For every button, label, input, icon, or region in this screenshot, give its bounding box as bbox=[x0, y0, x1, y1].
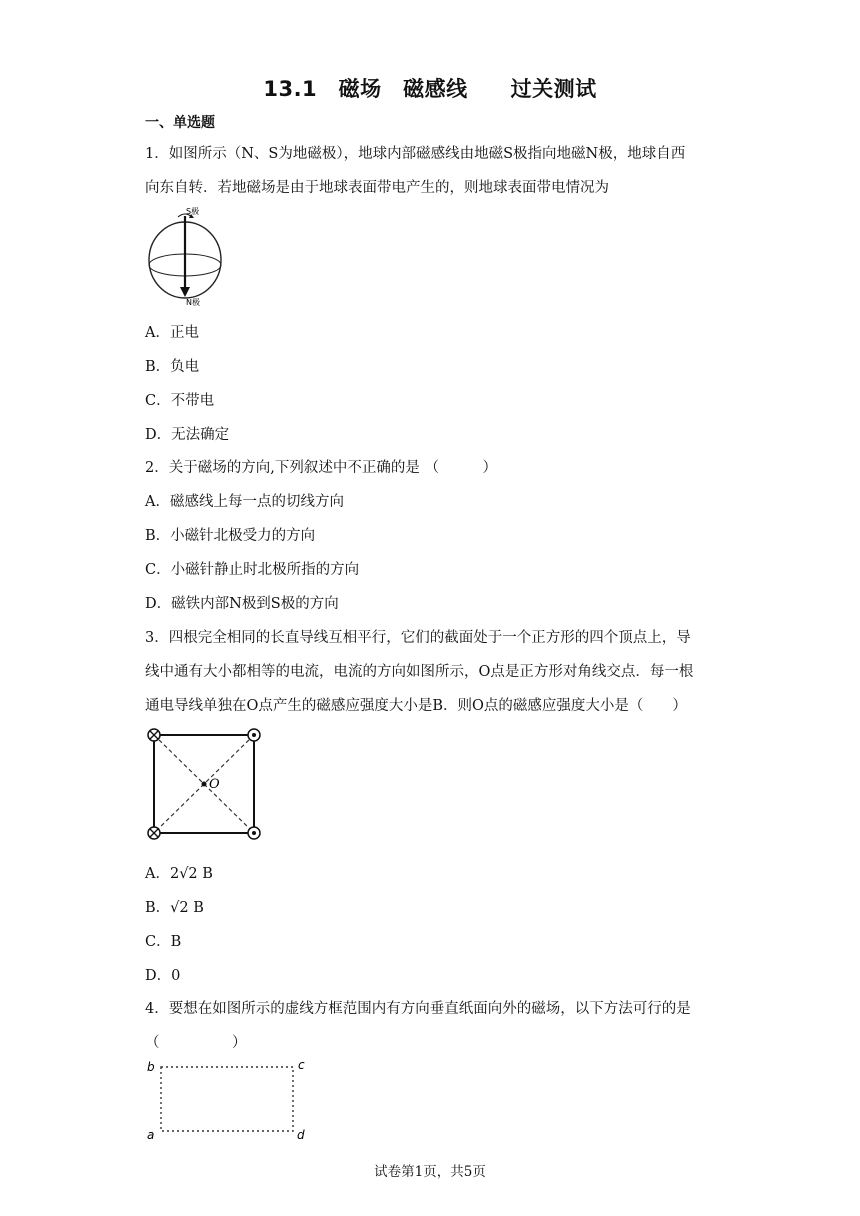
corner-c-label: c bbox=[298, 1058, 305, 1072]
wire-current-out-top-right bbox=[248, 729, 260, 741]
s-pole-label: S极 bbox=[186, 207, 200, 216]
wire-current-into-top-left bbox=[148, 729, 160, 741]
question-3-line-3: 通电导线单独在O点产生的磁感应强度大小是B．则O点的磁感应强度大小是（ ） bbox=[145, 698, 687, 714]
q1-option-c: C．不带电 bbox=[145, 393, 215, 409]
q3-option-a: A．2√2 B bbox=[145, 866, 213, 882]
corner-a-label: a bbox=[147, 1128, 155, 1142]
q2-option-c: C．小磁针静止时北极所指的方向 bbox=[145, 562, 360, 578]
n-pole-label: N极 bbox=[186, 298, 200, 307]
wires-square-figure bbox=[145, 727, 265, 847]
q2-option-d: D．磁铁内部N极到S极的方向 bbox=[145, 596, 339, 612]
q1-option-d: D．无法确定 bbox=[145, 427, 230, 443]
wire-current-into-bottom-left bbox=[148, 827, 160, 839]
point-o-label: O bbox=[209, 777, 220, 792]
corner-b-label: b bbox=[147, 1060, 155, 1074]
question-3-line-2: 线中通有大小都相等的电流，电流的方向如图所示，O点是正方形对角线交点．每一根 bbox=[145, 664, 694, 680]
earth-figure bbox=[145, 205, 235, 305]
page-footer: 试卷第1页，共5页 bbox=[374, 1164, 486, 1180]
q2-option-b: B．小磁针北极受力的方向 bbox=[145, 528, 316, 544]
corner-d-label: d bbox=[297, 1128, 305, 1142]
q2-option-a: A．磁感线上每一点的切线方向 bbox=[145, 494, 344, 510]
question-2-line-1: 2．关于磁场的方向,下列叙述中不正确的是 （ ） bbox=[145, 460, 497, 476]
q3-option-b: B．√2 B bbox=[145, 900, 204, 916]
question-1-line-2: 向东自转．若地磁场是由于地球表面带电产生的，则地球表面带电情况为 bbox=[145, 180, 609, 196]
dashed-box-figure bbox=[145, 1055, 315, 1145]
question-4-line-1: 4．要想在如图所示的虚线方框范围内有方向垂直纸面向外的磁场，以下方法可行的是 bbox=[145, 1001, 691, 1017]
question-3-line-1: 3．四根完全相同的长直导线互相平行，它们的截面处于一个正方形的四个顶点上，导 bbox=[145, 630, 691, 646]
q1-option-a: A．正电 bbox=[145, 325, 199, 341]
q3-option-d: D．0 bbox=[145, 968, 181, 984]
q3-option-c: C．B bbox=[145, 934, 182, 950]
page-title: 13.1 磁场 磁感线 过关测试 bbox=[263, 77, 597, 101]
section-heading: 一、单选题 bbox=[145, 115, 215, 131]
question-4-line-2: （ ） bbox=[145, 1035, 247, 1051]
wire-current-out-bottom-right bbox=[248, 827, 260, 839]
question-1-line-1: 1．如图所示（N、S为地磁极），地球内部磁感线由地磁S极指向地磁N极，地球自西 bbox=[145, 146, 686, 162]
q1-option-b: B．负电 bbox=[145, 359, 200, 375]
